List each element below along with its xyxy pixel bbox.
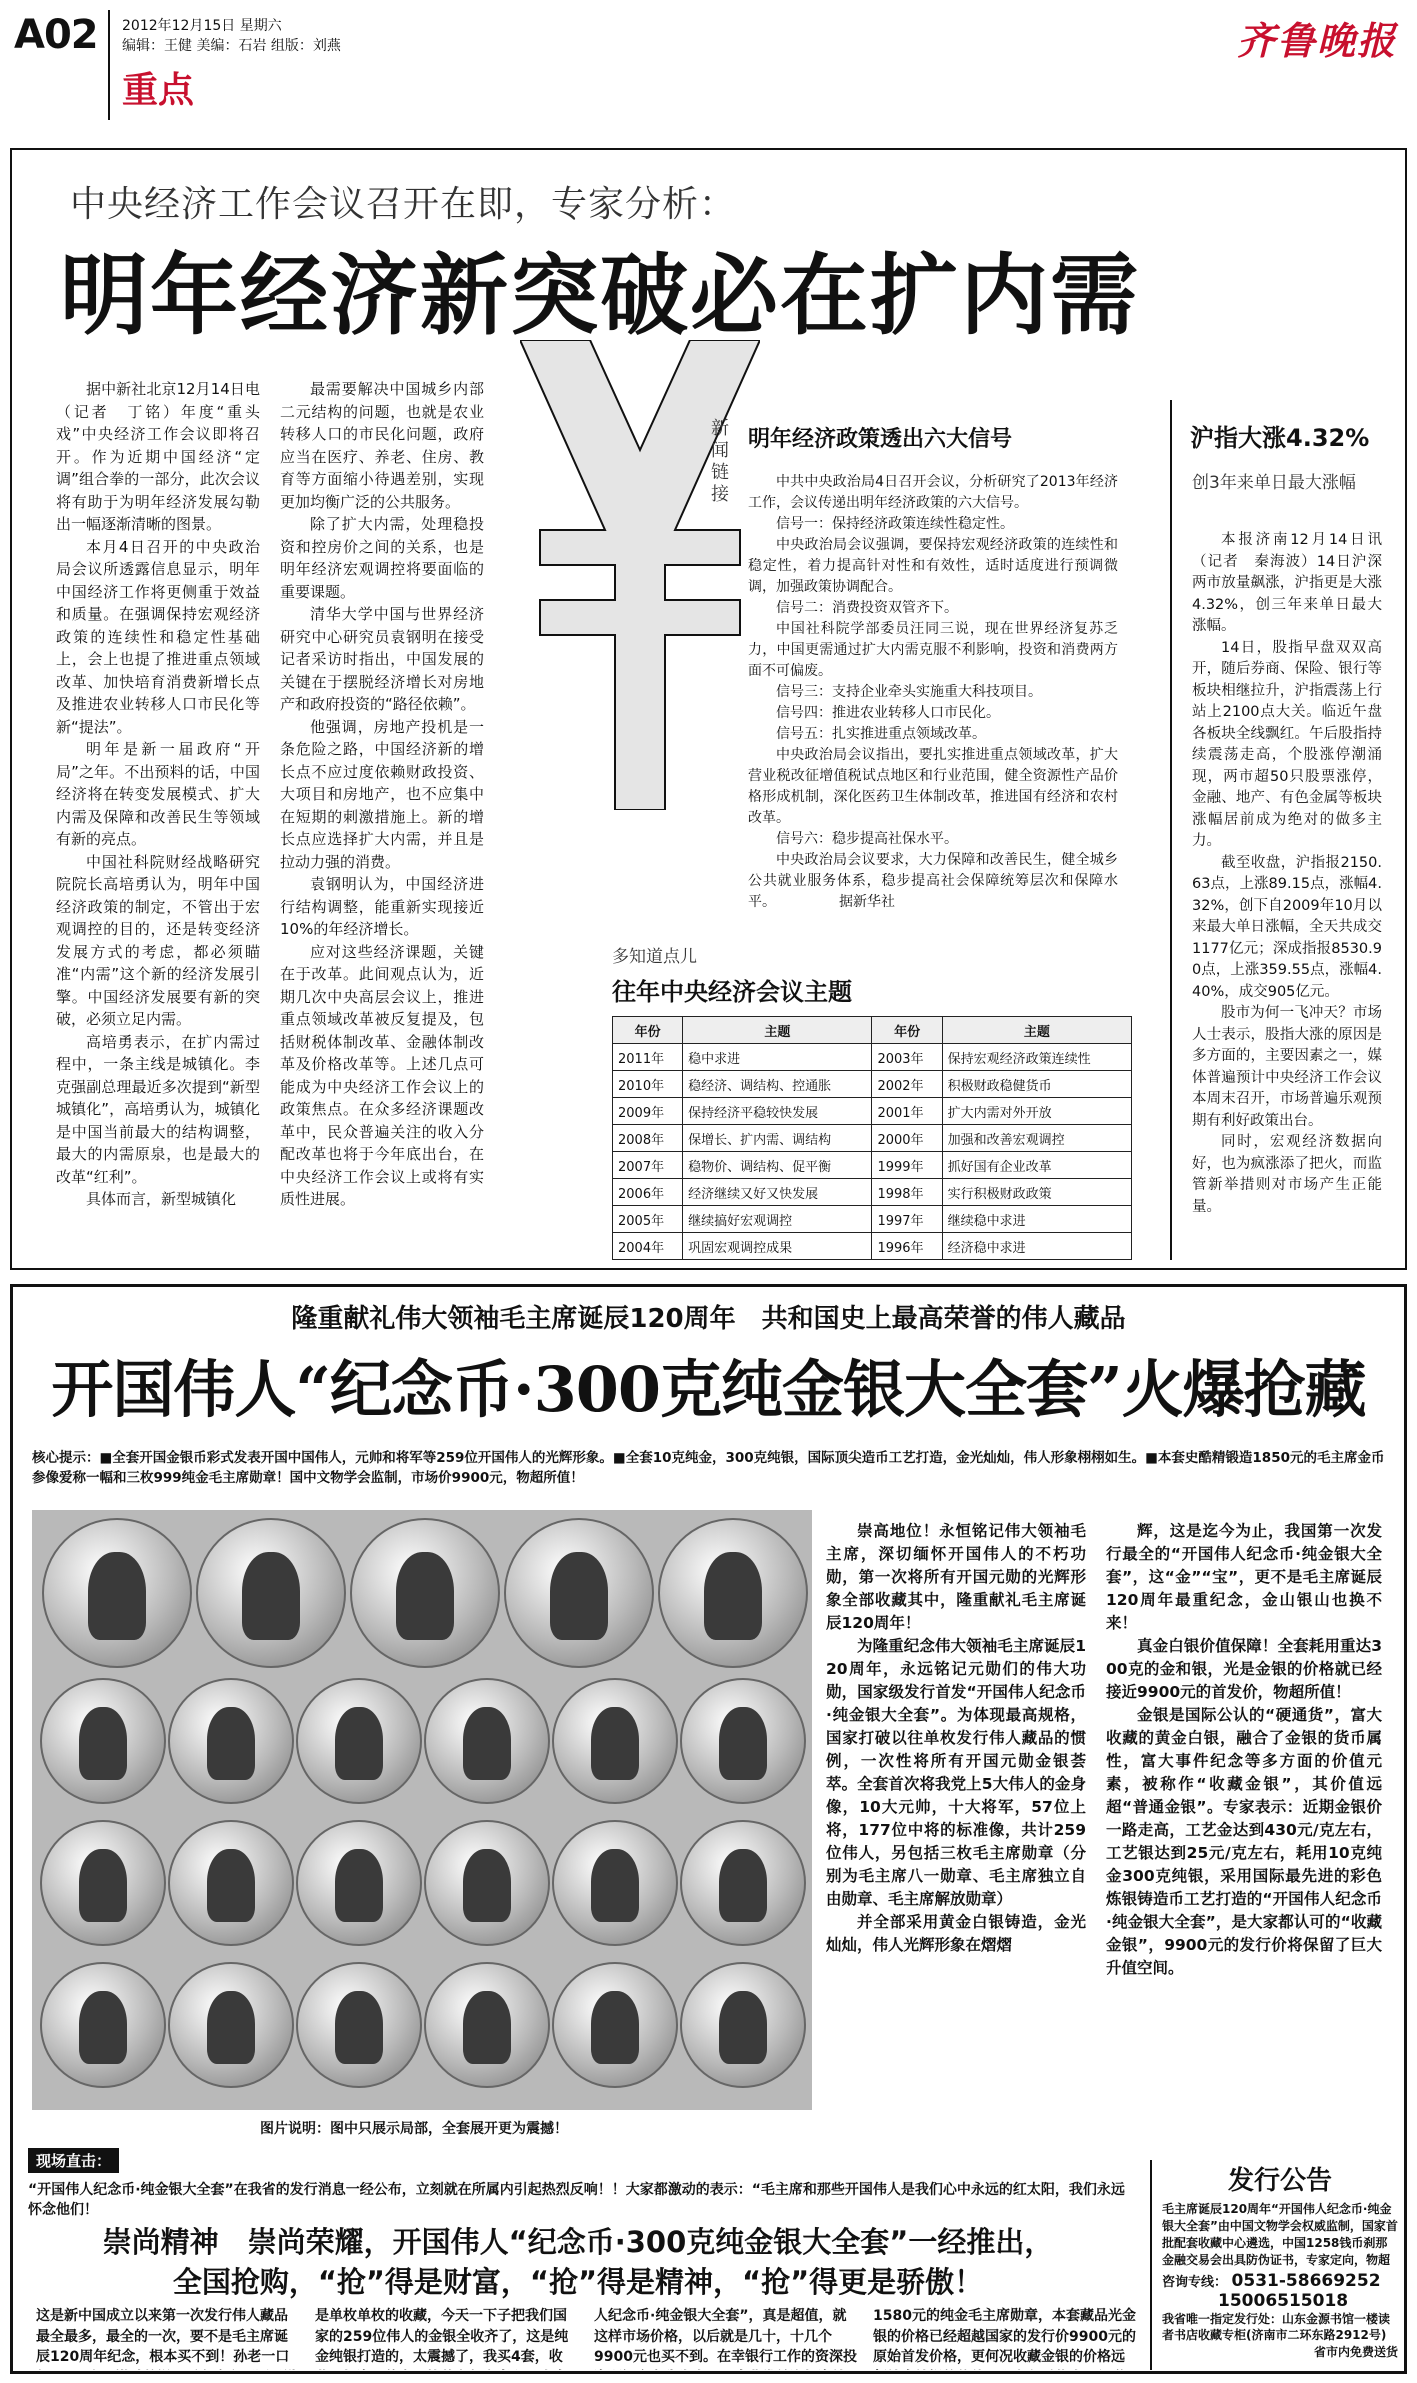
table-cell: 稳经济、调结构、控通胀 xyxy=(683,1071,872,1098)
signals-body xyxy=(748,472,1118,913)
paragraph: 最需要解决中国城乡内部二元结构的问题，也就是农业转移人口的市民化问题，政府应当在医疗、养老、住房、教育等方面缩小待遇差别，实现更加均衡广泛的公共服务。 xyxy=(280,380,484,511)
paragraph: 中央政治局会议指出，要扎实推进重点领域改革，扩大营业税改征增值税试点地区和行业范围，健全资源性产品价格形成机制，深化医药卫生体制改革，推进国有经济和农村改革。 xyxy=(748,747,1118,826)
table-cell: 经济稳中求进 xyxy=(942,1233,1131,1260)
small-coin xyxy=(40,1820,166,1946)
paragraph: 中国社科院学部委员汪同三说，现在世界经济复苏乏力，中国更需通过扩大内需克服不利影响，投资和消费两方面不可偏废。 xyxy=(748,621,1118,679)
table-cell: 2007年 xyxy=(613,1152,683,1179)
ad-bottom-col-3: 人纪念币·纯金银大全套”，真是超值，就这样市场价格，以后就是几十，十几个9900元也买不到。在幸银行工作的资深投 xyxy=(594,2308,857,2365)
news-link-tag: 新闻链接 xyxy=(711,418,729,505)
portrait-figure xyxy=(207,1849,256,1922)
table-cell: 2000年 xyxy=(872,1125,942,1152)
ad-slogan xyxy=(28,2222,1128,2302)
table-cell: 2009年 xyxy=(613,1098,683,1125)
table-cell: 保增长、扩内需、调结构 xyxy=(683,1125,872,1152)
small-coin xyxy=(552,1820,678,1946)
paragraph: 中国社科院财经战略研究院院长高培勇认为，明年中国经济政策的制定，不管出于宏观调控的目的，还是转变经济发展方式的考虑，都必须瞄准“内需”这个新的经济发展引擎。中国经济发展要有新的突破，必须立足内需。 xyxy=(56,852,260,1028)
small-coin xyxy=(680,1678,806,1804)
small-coin xyxy=(296,1820,422,1946)
header-year-1: 年份 xyxy=(613,1017,683,1044)
article-col-1 xyxy=(56,378,260,1211)
small-coin xyxy=(424,1678,550,1804)
ad-bottom-col-1: 这是新中国成立以来第一次发行伟人藏品最全最多，最全的一次，要不是毛主席诞辰120周年纪念，根本买不到！孙老一口 xyxy=(36,2308,290,2365)
portrait-figure xyxy=(88,1552,146,1640)
hotline-number[interactable]: 0531-58669252 xyxy=(1231,2271,1381,2291)
paragraph: 14日，股指早盘双双高开，随后券商、保险、银行等板块相继拉升，沪指震荡上行站上2100点大关。临近午盘各板块全线飘红。午后股指持续震荡走高，个股涨停潮涌现，两市超50只股票涨停，金融、地产、有色金属等板块涨幅居前成为绝对的做多主力。 xyxy=(1192,639,1382,849)
portrait-figure xyxy=(463,1849,512,1922)
portrait-figure xyxy=(550,1552,608,1640)
small-coin xyxy=(552,1962,678,2088)
paragraph: 信号六：稳步提高社保水平。 xyxy=(776,831,958,847)
paragraph: 信号五：扎实推进重点领域改革。 xyxy=(776,726,986,742)
portrait-figure xyxy=(463,1991,512,2064)
small-coin xyxy=(40,1678,166,1804)
table-cell: 2001年 xyxy=(872,1098,942,1125)
page-number: A02 xyxy=(14,12,98,58)
paragraph: 崇高地位！永恒铭记伟大领袖毛主席，深切缅怀开国伟人的不朽功勋，第一次将所有开国元勋的光辉形象全部收藏其中，隆重献礼毛主席诞辰120周年！ xyxy=(826,1522,1086,1632)
mobile-number[interactable]: 15006515018 xyxy=(1218,2291,1349,2311)
issue-notice xyxy=(1150,2160,1398,2370)
header-divider xyxy=(108,10,110,120)
table-cell: 2011年 xyxy=(613,1044,683,1071)
table-row xyxy=(613,1071,1132,1098)
portrait-figure xyxy=(719,1991,768,2064)
table-cell: 1996年 xyxy=(872,1233,942,1260)
table-row xyxy=(613,1044,1132,1071)
ad-top-line: 隆重献礼伟大领袖毛主席诞辰120周年 共和国史上最高荣誉的伟人藏品 xyxy=(291,1304,1126,1334)
table-cell: 抓好国有企业改革 xyxy=(942,1152,1131,1179)
large-coin xyxy=(504,1518,654,1668)
table-cell: 2006年 xyxy=(613,1179,683,1206)
portrait-figure xyxy=(704,1552,762,1640)
paragraph: 他强调，房地产投机是一条危险之路，中国经济新的增长点不应过度依赖财政投资、大项目和房地产，也不应集中在短期的刺激措施上。新的增长点应选择扩大内需，并且是拉动力强的消费。 xyxy=(280,717,484,871)
stock-subtitle: 创3年来单日最大涨幅 xyxy=(1192,473,1356,493)
paragraph: 信号一：保持经济政策连续性稳定性。 xyxy=(776,516,1014,532)
paragraph: 并全部采用黄金白银铸造，金光灿灿，伟人光辉形象在熠熠 xyxy=(826,1913,1086,1954)
table-row xyxy=(613,1152,1132,1179)
table-cell: 2004年 xyxy=(613,1233,683,1260)
small-coin xyxy=(424,1820,550,1946)
small-coin xyxy=(168,1678,294,1804)
small-coin xyxy=(168,1962,294,2088)
hotline-label: 咨询专线： xyxy=(1162,2275,1228,2290)
portrait-figure xyxy=(207,1991,256,2064)
delivery-note: 省市内免费送货 xyxy=(1313,2345,1398,2359)
paragraph: 中央政治局会议要求，大力保障和改善民生，健全城乡公共就业服务体系，稳步提高社会保障统筹层次和保障水平。 据新华社 xyxy=(748,852,1118,910)
ad-core-hint: 核心提示：■全套开国金银币彩式发表开国中国伟人，元帅和将军等259位开国伟人的光辉形象。■全套10克纯金，300克纯银，国际顶尖造币工艺打造，金光灿灿，伟人形象栩栩如生。■本套史酷精锻造1850元的毛主席金币参像爱称一幅和三枚999纯金毛主席勋章！国中文物学会监制，市场价9900元，物超所值！ xyxy=(32,1450,1385,1486)
large-coin xyxy=(196,1518,346,1668)
small-coin xyxy=(680,1820,806,1946)
table-cell: 2010年 xyxy=(613,1071,683,1098)
ad-bottom-col-4: 1580元的纯金毛主席勋章，本套藏品光金银的价格已经超越国家的发行价9900元的原始首发价格，更何况收藏金银的价格远 xyxy=(873,2308,1136,2365)
coin-collection-photo xyxy=(32,1510,812,2110)
paragraph: 截至收盘，沪指报2150.63点，上涨89.15点，涨幅4.32%，创下自2009年10月以来最大单日涨幅，全天共成交1177亿元；深成指报8530.90点，上涨359.55点，涨幅4.40%，成交905亿元。 xyxy=(1192,854,1382,1000)
portrait-figure xyxy=(719,1849,768,1922)
themes-table-body xyxy=(613,1044,1132,1260)
paragraph: 中央政治局会议强调，要保持宏观经济政策的连续性和稳定性，着力提高针对性和有效性，适时适度进行预调微调，加强政策协调配合。 xyxy=(748,537,1118,595)
paragraph: 除了扩大内需，处理稳投资和控房价之间的关系，也是明年经济宏观调控将要面临的重要课题。 xyxy=(280,515,484,601)
signals-title: 明年经济政策透出六大信号 xyxy=(748,427,1013,452)
table-cell: 2005年 xyxy=(613,1206,683,1233)
header-date: 2012年12月15日 星期六 xyxy=(122,18,282,34)
store-address: 我省唯一指定发行处：山东金源书馆一楼读者书店收藏专柜(济南市二环东路2912号) xyxy=(1162,2312,1391,2342)
small-coin xyxy=(552,1678,678,1804)
ad-headline: 开国伟人“纪念币·300克纯金银大全套”火爆抢藏 xyxy=(51,1353,1366,1426)
portrait-figure xyxy=(591,1991,640,2064)
notice-title: 发行公告 xyxy=(1227,2166,1332,2196)
paragraph: 本月4日召开的中央政治局会议所透露信息显示，明年中国经济工作将更侧重于效益和质量。在强调保持宏观经济政策的连续性和稳定性基础上，会上也提了推进重点领域改革、加快培育消费新增长点及推进农业转移人口市民化等新“提法”。 xyxy=(56,537,260,736)
section-label: 重点 xyxy=(122,70,195,111)
table-row xyxy=(613,1125,1132,1152)
table-row xyxy=(613,1206,1132,1233)
small-coin xyxy=(296,1678,422,1804)
header-theme-1: 主题 xyxy=(683,1017,872,1044)
large-coin xyxy=(658,1518,808,1668)
stock-body xyxy=(1192,530,1382,1218)
portrait-figure xyxy=(591,1707,640,1780)
portrait-figure xyxy=(207,1707,256,1780)
paragraph: 本报济南12月14日讯（记者 秦海波）14日沪深两市放量飙涨，沪指更是大涨4.32%，创三年来单日最大涨幅。 xyxy=(1192,532,1382,634)
photo-caption: 图片说明：图中只展示局部，全套展开更为震撼！ xyxy=(260,2121,568,2137)
paragraph: 具体而言，新型城镇化 xyxy=(86,1190,237,1208)
notice-body: 毛主席诞辰120周年“开国伟人纪念币·纯金银大全套”由中国文物学会权威监制，国家首批配套收藏中心遴选，中国1258钱币刹那金融交易会出具防伪证书，专家定向，物超 xyxy=(1162,2202,1398,2267)
ad-bottom-columns xyxy=(36,2306,1136,2370)
portrait-figure xyxy=(79,1707,128,1780)
header-theme-2: 主题 xyxy=(942,1017,1131,1044)
headline-subtitle: 中央经济工作会议召开在即，专家分析： xyxy=(70,184,737,225)
paragraph: 信号二：消费投资双管齐下。 xyxy=(776,600,958,616)
ad-col-1 xyxy=(826,1520,1086,1957)
table-cell: 继续稳中求进 xyxy=(942,1206,1131,1233)
table-row xyxy=(613,1179,1132,1206)
table-cell: 2002年 xyxy=(872,1071,942,1098)
table-cell: 2003年 xyxy=(872,1044,942,1071)
header-meta xyxy=(122,16,341,56)
table-cell: 经济继续又好又快发展 xyxy=(683,1179,872,1206)
ad-bottom-col-2: 是单枚单枚的收藏，今天一下子把我们国家的259位伟人的金银全收齐了，这是纯金纯银打造的，太震撼了，我买4套，收 xyxy=(315,2308,569,2365)
paragraph: 清华大学中国与世界经济研究中心研究员袁钢明在接受记者采访时指出，中国发展的关键在于摆脱经济增长对房地产和政府投资的“路径依赖”。 xyxy=(280,605,484,713)
newspaper-logo: 齐鲁晚报 xyxy=(1236,18,1397,63)
sidebar-divider xyxy=(1170,400,1172,1260)
table-cell: 继续搞好宏观调控 xyxy=(683,1206,872,1233)
live-line: “开国伟人纪念币·纯金银大全套”在我省的发行消息一经公布，立刻就在所属内引起热烈反响！！大家都激动的表示：“毛主席和那些开国伟人是我们心中永远的红太阳，我们永远怀念他们！ xyxy=(28,2182,1125,2218)
slogan-line-1: 崇尚精神 崇尚荣耀，开国伟人“纪念币·300克纯金银大全套”一经推出， xyxy=(102,2225,1054,2259)
slogan-line-2: 全国抢购，“抢”得是财富，“抢”得是精神，“抢”得更是骄傲！ xyxy=(172,2265,984,2299)
portrait-figure xyxy=(396,1552,454,1640)
table-cell: 2008年 xyxy=(613,1125,683,1152)
portrait-figure xyxy=(463,1707,512,1780)
yuan-symbol-icon xyxy=(520,340,760,810)
table-cell: 保持经济平稳较快发展 xyxy=(683,1098,872,1125)
table-cell: 加强和改善宏观调控 xyxy=(942,1125,1131,1152)
paragraph: 金银是国际公认的“硬通货”，富大收藏的黄金白银，融合了金银的货币属性，富大事件纪念等多方面的价值元素，被称作“收藏金银”，其价值远超“普通金银”。专家表示：近期金银价一路走高，工艺金达到430元/克左右，工艺银达到25元/克左右，耗用10克纯金300克纯银，采用国际最先进的彩色炼银铸造币工艺打造的“开国伟人纪念币·纯金银大全套”，是大家都认可的“收藏金银”，9900元的发行价将保留了巨大升值空间。 xyxy=(1106,1706,1382,1977)
large-coin xyxy=(350,1518,500,1668)
table-row xyxy=(613,1233,1132,1260)
portrait-figure xyxy=(335,1707,384,1780)
table-row xyxy=(613,1098,1132,1125)
header-year-2: 年份 xyxy=(872,1017,942,1044)
paragraph: 信号三：支持企业牵头实施重大科技项目。 xyxy=(776,684,1042,700)
paragraph: 袁钢明认为，中国经济进行结构调整，能重新实现接近10%的年经济增长。 xyxy=(280,875,484,938)
stock-title: 沪指大涨4.32% xyxy=(1190,424,1370,452)
small-coin xyxy=(40,1962,166,2088)
table-cell: 稳中求进 xyxy=(683,1044,872,1071)
table-cell: 保持宏观经济政策连续性 xyxy=(942,1044,1131,1071)
paragraph: 为隆重纪念伟大领袖毛主席诞辰120周年，永远铭记元勋们的伟大功勋，国家级发行首发“开国伟人纪念币·纯金银大全套”。为体现最高规格，国家打破以往单枚发行伟人藏品的惯例，一次性将所有开国元勋金银荟萃。全套首次将我党上5大伟人的金身像，10大元帅，十大将军，57位上将，177位中将的标准像，共计259位伟人，另包括三枚毛主席勋章（分别为毛主席八一勋章、毛主席独立自由勋章、毛主席解放勋章） xyxy=(826,1637,1086,1908)
ad-col-2 xyxy=(1106,1520,1382,1980)
table-cell: 巩固宏观调控成果 xyxy=(683,1233,872,1260)
portrait-figure xyxy=(335,1991,384,2064)
themes-tag: 多知道点儿 xyxy=(612,947,697,967)
paragraph: 中共中央政治局4日召开会议，分析研究了2013年经济工作，会议传递出明年经济政策的六大信号。 xyxy=(748,474,1118,511)
small-coin xyxy=(680,1962,806,2088)
paragraph: 高培勇表示，在扩内需过程中，一条主线是城镇化。李克强副总理最近多次提到“新型城镇化”，高培勇认为，城镇化是中国当前最大的结构调整，最大的内需原泉，也是最大的改革“红利”。 xyxy=(56,1032,260,1186)
small-coin xyxy=(296,1962,422,2088)
table-cell: 1997年 xyxy=(872,1206,942,1233)
table-cell: 1998年 xyxy=(872,1179,942,1206)
table-cell: 扩大内需对外开放 xyxy=(942,1098,1131,1125)
paragraph: 同时，宏观经济数据向好，也为疯涨添了把火，而监管新举措则对市场产生正能量。 xyxy=(1192,1134,1382,1215)
portrait-figure xyxy=(335,1849,384,1922)
small-coin xyxy=(424,1962,550,2088)
themes-title: 往年中央经济会议主题 xyxy=(612,978,852,1006)
paragraph: 股市为何一飞冲天？市场人士表示，股指大涨的原因是多方面的，主要因素之一，媒体普遍预计中央经济工作会议本周末召开，市场普遍乐观预期有利好政策出台。 xyxy=(1192,1005,1382,1129)
paragraph: 辉，这是迄今为止，我国第一次发行最全的“开国伟人纪念币·纯金银大全套”，这“金”“宝”，更不是毛主席诞辰120周年最重纪念，金山银山也换不来！ xyxy=(1106,1522,1382,1632)
portrait-figure xyxy=(719,1707,768,1780)
table-cell: 稳物价、调结构、促平衡 xyxy=(683,1152,872,1179)
large-coin xyxy=(42,1518,192,1668)
portrait-figure xyxy=(79,1849,128,1922)
live-tag: 现场直击： xyxy=(28,2148,119,2173)
paragraph: 应对这些经济课题，关键在于改革。此间观点认为，近期几次中央高层会议上，推进重点领域改革被反复提及，包括财税体制改革、金融体制改革及价格改革等。上述几点可能成为中央经济工作会议上的政策焦点。在众多经济课题改革中，民众普遍关注的收入分配改革也将于今年底出台，在中央经济工作会议上或将有实质性进展。 xyxy=(280,942,484,1208)
themes-table xyxy=(612,1016,1132,1260)
paragraph: 明年是新一届政府“开局”之年。不出预料的话，中国经济将在转变发展模式、扩大内需及保障和改善民生等领域有新的亮点。 xyxy=(56,740,260,848)
small-coin xyxy=(168,1820,294,1946)
headline-title: 明年经济新突破必在扩内需 xyxy=(60,244,1141,347)
portrait-figure xyxy=(79,1991,128,2064)
table-cell: 实行积极财政政策 xyxy=(942,1179,1131,1206)
portrait-figure xyxy=(591,1849,640,1922)
paragraph: 真金白银价值保障！全套耗用重达300克的金和银，光是金银的价格就已经接近9900元的首发价，物超所值！ xyxy=(1106,1637,1382,1701)
article-col-2 xyxy=(280,378,484,1211)
header-editors: 编辑：王健 美编：石岩 组版：刘燕 xyxy=(122,38,341,54)
table-cell: 积极财政稳健货币 xyxy=(942,1071,1131,1098)
table-header-row xyxy=(613,1017,1132,1044)
paragraph: 据中新社北京12月14日电（记者 丁铭）年度“重头戏”中央经济工作会议即将召开。作为近期中国经济“定调”组合拳的一部分，此次会议将有助于为明年经济发展勾勒出一幅逐渐清晰的图景。 xyxy=(56,380,260,533)
portrait-figure xyxy=(242,1552,300,1640)
table-cell: 1999年 xyxy=(872,1152,942,1179)
paragraph: 信号四：推进农业转移人口市民化。 xyxy=(776,705,1000,721)
